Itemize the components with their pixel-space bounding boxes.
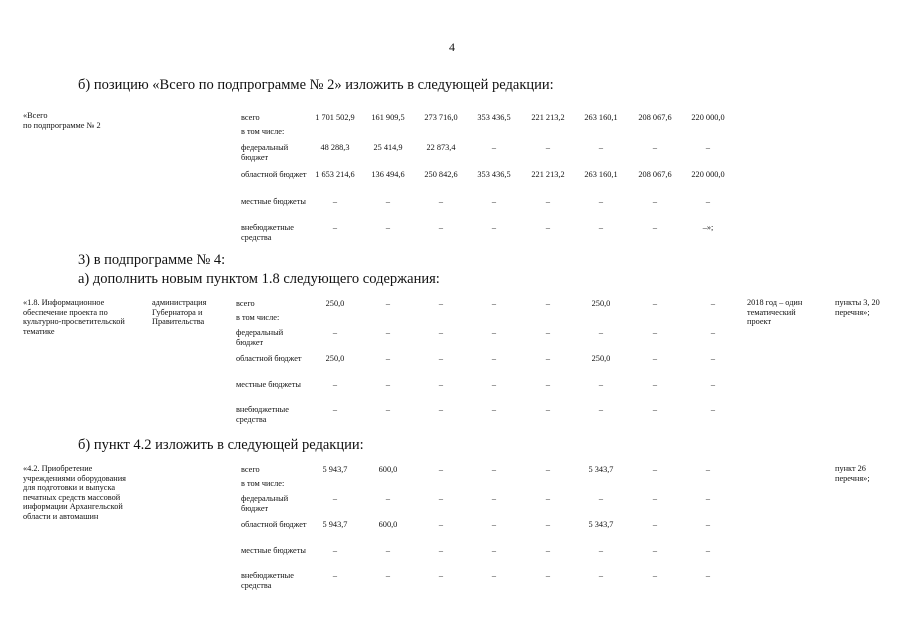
value-cell: – bbox=[491, 494, 497, 503]
value-cell: – bbox=[491, 299, 497, 308]
heading-subprogram-4: 3) в подпрограмме № 4: bbox=[78, 252, 226, 268]
value-cell: – bbox=[545, 354, 551, 363]
value-cell: – bbox=[598, 405, 604, 414]
value-cell: – bbox=[705, 546, 711, 555]
value-cell: – bbox=[332, 546, 338, 555]
value-cell: – bbox=[652, 143, 658, 152]
value-cell: – bbox=[710, 380, 716, 389]
value-cell: – bbox=[332, 223, 338, 232]
heading-item-4-2: б) пункт 4.2 изложить в следующей редакции: bbox=[78, 437, 364, 453]
value-cell: 22 873,4 bbox=[426, 143, 456, 152]
value-cell: – bbox=[438, 494, 444, 503]
value-cell: – bbox=[652, 520, 658, 529]
table3-item-name: «4.2. Приобретение учреждениями оборудования для подготовки и выпуска печатных средств массовой информации Архангельской области и автомашин bbox=[23, 464, 126, 521]
value-cell: 5 343,7 bbox=[588, 520, 614, 529]
value-cell: 263 160,1 bbox=[584, 170, 618, 179]
value-cell: – bbox=[438, 354, 444, 363]
value-cell: 250,0 bbox=[325, 354, 345, 363]
value-cell: – bbox=[652, 328, 658, 337]
row-label: местные бюджеты bbox=[241, 197, 306, 206]
value-cell: 221 213,2 bbox=[531, 170, 565, 179]
value-cell: – bbox=[705, 465, 711, 474]
value-cell: – bbox=[438, 328, 444, 337]
value-cell: – bbox=[491, 405, 497, 414]
value-cell: –»; bbox=[702, 223, 714, 232]
value-cell: – bbox=[491, 328, 497, 337]
value-cell: – bbox=[652, 223, 658, 232]
value-cell: – bbox=[545, 520, 551, 529]
value-cell: – bbox=[652, 380, 658, 389]
value-cell: – bbox=[438, 380, 444, 389]
value-cell: – bbox=[491, 197, 497, 206]
value-cell: 250,0 bbox=[325, 299, 345, 308]
row-label: местные бюджеты bbox=[241, 546, 306, 555]
row-label: федеральный бюджет bbox=[241, 143, 289, 162]
value-cell: – bbox=[385, 546, 391, 555]
value-cell: 221 213,2 bbox=[531, 113, 565, 122]
value-cell: – bbox=[385, 197, 391, 206]
value-cell: – bbox=[598, 380, 604, 389]
value-cell: 5 343,7 bbox=[588, 465, 614, 474]
value-cell: – bbox=[545, 143, 551, 152]
value-cell: – bbox=[385, 354, 391, 363]
value-cell: – bbox=[332, 197, 338, 206]
row-label: внебюджетные средства bbox=[241, 223, 294, 242]
value-cell: – bbox=[705, 520, 711, 529]
value-cell: – bbox=[491, 546, 497, 555]
row-label: в том числе: bbox=[236, 313, 280, 322]
row-label: федеральный бюджет bbox=[236, 328, 284, 347]
value-cell: – bbox=[598, 197, 604, 206]
value-cell: – bbox=[545, 328, 551, 337]
value-cell: – bbox=[385, 328, 391, 337]
value-cell: – bbox=[438, 197, 444, 206]
table1-name-line1: «Всего bbox=[23, 111, 48, 120]
value-cell: – bbox=[598, 328, 604, 337]
value-cell: – bbox=[332, 494, 338, 503]
value-cell: – bbox=[652, 465, 658, 474]
value-cell: – bbox=[332, 380, 338, 389]
value-cell: – bbox=[491, 380, 497, 389]
value-cell: – bbox=[545, 223, 551, 232]
value-cell: – bbox=[332, 328, 338, 337]
row-label: всего bbox=[241, 113, 260, 122]
table2-item-name: «1.8. Информационное обеспечение проекта по культурно-просветительской тематике bbox=[23, 298, 125, 336]
value-cell: – bbox=[385, 571, 391, 580]
value-cell: 250 842,6 bbox=[424, 170, 458, 179]
value-cell: – bbox=[491, 520, 497, 529]
value-cell: – bbox=[332, 405, 338, 414]
value-cell: – bbox=[438, 299, 444, 308]
value-cell: – bbox=[710, 405, 716, 414]
page-number: 4 bbox=[449, 40, 455, 54]
value-cell: – bbox=[545, 299, 551, 308]
row-label: всего bbox=[236, 299, 255, 308]
row-label: внебюджетные средства bbox=[241, 571, 294, 590]
value-cell: 263 160,1 bbox=[584, 113, 618, 122]
value-cell: – bbox=[491, 465, 497, 474]
value-cell: – bbox=[545, 380, 551, 389]
value-cell: – bbox=[491, 223, 497, 232]
table1-name-line2: по подпрограмме № 2 bbox=[23, 121, 101, 130]
value-cell: 161 909,5 bbox=[371, 113, 405, 122]
value-cell: – bbox=[438, 405, 444, 414]
row-label: федеральный бюджет bbox=[241, 494, 289, 513]
heading-add-item-1-8: а) дополнить новым пунктом 1.8 следующего содержания: bbox=[78, 271, 440, 287]
value-cell: 48 288,3 bbox=[320, 143, 350, 152]
row-label: в том числе: bbox=[241, 479, 285, 488]
table2-result: 2018 год – один тематический проект bbox=[747, 298, 803, 327]
value-cell: 220 000,0 bbox=[691, 113, 725, 122]
value-cell: – bbox=[652, 299, 658, 308]
value-cell: 250,0 bbox=[591, 354, 611, 363]
value-cell: – bbox=[652, 354, 658, 363]
row-label: областной бюджет bbox=[241, 170, 307, 179]
value-cell: – bbox=[598, 494, 604, 503]
value-cell: 208 067,6 bbox=[638, 170, 672, 179]
value-cell: 220 000,0 bbox=[691, 170, 725, 179]
value-cell: 353 436,5 bbox=[477, 113, 511, 122]
value-cell: 25 414,9 bbox=[373, 143, 403, 152]
value-cell: 136 494,6 bbox=[371, 170, 405, 179]
value-cell: – bbox=[598, 571, 604, 580]
value-cell: – bbox=[545, 465, 551, 474]
value-cell: 5 943,7 bbox=[322, 465, 348, 474]
value-cell: – bbox=[652, 405, 658, 414]
value-cell: – bbox=[598, 546, 604, 555]
value-cell: – bbox=[491, 571, 497, 580]
value-cell: 1 653 214,6 bbox=[315, 170, 355, 179]
value-cell: 250,0 bbox=[591, 299, 611, 308]
row-label: внебюджетные средства bbox=[236, 405, 289, 424]
table3-reference: пункт 26 перечня»; bbox=[835, 464, 870, 483]
value-cell: – bbox=[710, 354, 716, 363]
value-cell: – bbox=[705, 494, 711, 503]
value-cell: – bbox=[705, 571, 711, 580]
value-cell: – bbox=[438, 465, 444, 474]
value-cell: – bbox=[545, 571, 551, 580]
value-cell: 273 716,0 bbox=[424, 113, 458, 122]
value-cell: 600,0 bbox=[378, 520, 398, 529]
table2-reference: пункты 3, 20 перечня»; bbox=[835, 298, 880, 317]
value-cell: – bbox=[385, 405, 391, 414]
value-cell: – bbox=[332, 571, 338, 580]
value-cell: – bbox=[705, 197, 711, 206]
row-label: местные бюджеты bbox=[236, 380, 301, 389]
value-cell: – bbox=[385, 380, 391, 389]
value-cell: – bbox=[438, 546, 444, 555]
value-cell: 353 436,5 bbox=[477, 170, 511, 179]
value-cell: – bbox=[385, 299, 391, 308]
value-cell: – bbox=[438, 223, 444, 232]
value-cell: – bbox=[598, 223, 604, 232]
value-cell: 1 701 502,9 bbox=[315, 113, 355, 122]
row-label: областной бюджет bbox=[241, 520, 307, 529]
value-cell: – bbox=[652, 571, 658, 580]
value-cell: – bbox=[598, 143, 604, 152]
value-cell: – bbox=[438, 520, 444, 529]
value-cell: – bbox=[652, 494, 658, 503]
value-cell: – bbox=[385, 223, 391, 232]
value-cell: – bbox=[545, 197, 551, 206]
value-cell: 600,0 bbox=[378, 465, 398, 474]
value-cell: – bbox=[491, 354, 497, 363]
value-cell: – bbox=[710, 299, 716, 308]
value-cell: – bbox=[545, 405, 551, 414]
value-cell: – bbox=[705, 143, 711, 152]
value-cell: – bbox=[545, 546, 551, 555]
value-cell: – bbox=[385, 494, 391, 503]
row-label: областной бюджет bbox=[236, 354, 302, 363]
table2-executor: администрация Губернатора и Правительства bbox=[152, 298, 207, 327]
value-cell: – bbox=[545, 494, 551, 503]
value-cell: – bbox=[652, 197, 658, 206]
row-label: всего bbox=[241, 465, 260, 474]
value-cell: – bbox=[652, 546, 658, 555]
value-cell: 208 067,6 bbox=[638, 113, 672, 122]
value-cell: – bbox=[438, 571, 444, 580]
heading-total-subprogram-2: б) позицию «Всего по подпрограмме № 2» изложить в следующей редакции: bbox=[78, 77, 554, 93]
row-label: в том числе: bbox=[241, 127, 285, 136]
value-cell: – bbox=[491, 143, 497, 152]
value-cell: 5 943,7 bbox=[322, 520, 348, 529]
value-cell: – bbox=[710, 328, 716, 337]
